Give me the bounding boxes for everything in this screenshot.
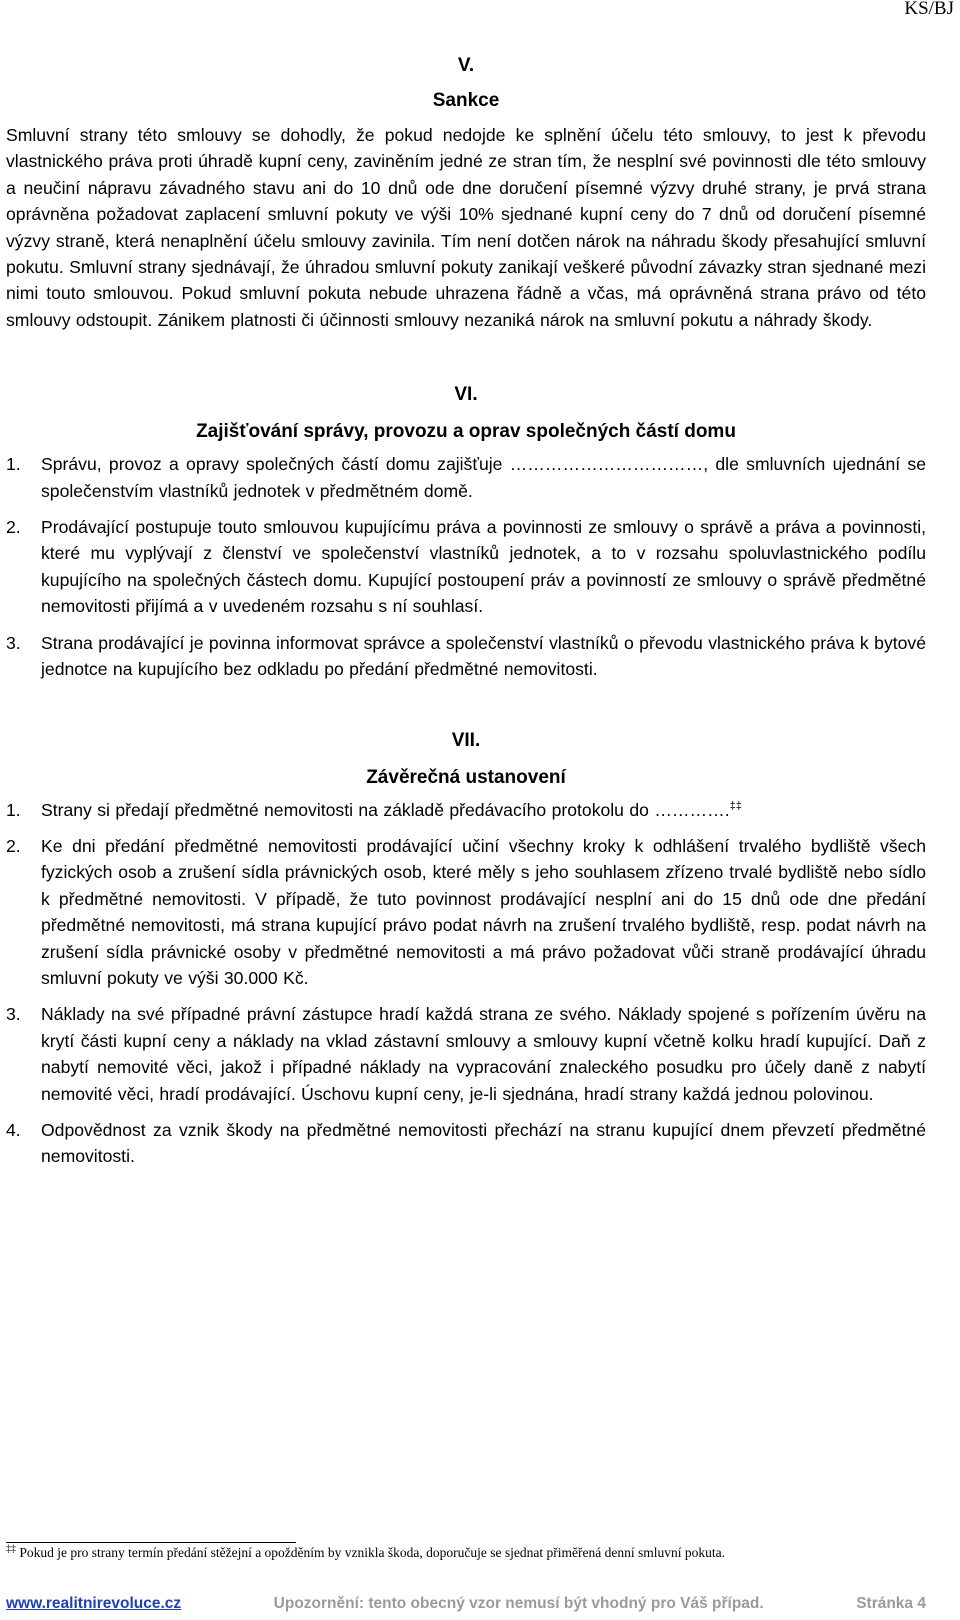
list-item-text: Prodávající postupuje touto smlouvou kupujícímu práva a povinnosti ze smlouvy o správě a práva a povinnosti, které mu vyplývají z členství ve společenství vlastníků jednotek, a to v rozsahu spoluvlastnického podílu kupujícího na společných částech domu. Kupující postoupení práv a povinností ze smlouvy o správě předmětné nemovitosti přijímá a v uvedeném rozsahu s ní souhlasí.	[41, 517, 926, 617]
section-5-paragraph: Smluvní strany této smlouvy se dohodly, že pokud nedojde ke splnění účelu této smlouvy, to jest k převodu vlastnického práva proti úhradě kupní ceny, zaviněním jedné ze stran tím, že nesplní své povinnosti dle této smlouvy a neučiní nápravu závadného stavu ani do 10 dnů ode dne doručení písemné výzvy druhé strany, je prvá strana oprávněna požadovat zaplacení smluvní pokuty ve výši 10% sjednané kupní ceny do 7 dnů od doručení písemné výzvy straně, která nenaplnění účelu smlouvy zavinila. Tím není dotčen nárok na náhradu škody přesahující smluvní pokutu. Smluvní strany sjednávají, že úhradou smluvní pokuty zanikají veškeré původní závazky stran sjednané mezi nimi touto smlouvou. Pokud smluvní pokuta nebude uhrazena řádně a včas, má oprávněná strana právo od této smlouvy odstoupit. Zánikem platnosti či účinnosti smlouvy nezaniká nárok na smluvní pokutu a náhrady škody.	[6, 125, 926, 330]
section-7-title: Závěrečná ustanovení	[366, 766, 566, 788]
list-item	[6, 630, 926, 683]
list-item-number: 3.	[6, 1004, 21, 1025]
footer-website-link[interactable]: www.realitnirevoluce.cz	[6, 1595, 182, 1612]
document-initials: KS/BJ	[904, 0, 954, 19]
section-6-number: VI.	[454, 384, 478, 406]
list-item	[6, 1001, 926, 1107]
list-item-number: 2.	[6, 517, 21, 538]
footer-page-number: Stránka 4	[856, 1595, 926, 1612]
section-6-list	[6, 451, 926, 682]
page-footer	[6, 1595, 926, 1613]
list-item-number: 1.	[6, 454, 21, 475]
list-item-text: Strana prodávající je povinna informovat správce a společenství vlastníků o převodu vlastnického práva k bytové jednotce na kupujícího bez odkladu po předání předmětné nemovitosti.	[41, 632, 926, 680]
list-item-text-body: Strany si předají předmětné nemovitosti na základě předávacího protokolu do ………….	[41, 799, 730, 820]
footnote-divider	[6, 1542, 296, 1543]
list-item-text: Náklady na své případné právní zástupce hradí každá strana ze svého. Náklady spojené s pořízením úvěru na krytí části kupní ceny a náklady na vklad zástavní smlouvy a smlouvy kupní včetně kolku hradí kupující. Daň z nabytí nemovité věci, jakož i případné náklady na vypracování znaleckého posudku pro účely daně z nabytí nemovité věci, hradí prodávající. Úschovu kupní ceny, je-li sjednána, hradí strany každá jednou polovinou.	[41, 1004, 926, 1104]
footnote-mark: ‡‡	[6, 1543, 16, 1555]
section-7-number: VII.	[451, 729, 481, 751]
footnote-text: Pokud je pro strany termín předání stěžejní a opožděním by vznikla škoda, doporučuje se sjednat přiměřená denní smluvní pokuta.	[19, 1545, 725, 1560]
list-item	[6, 1117, 926, 1170]
list-item-number: 3.	[6, 632, 21, 653]
section-5-number: V.	[457, 55, 475, 76]
list-item	[6, 514, 926, 620]
section-7-list	[6, 797, 926, 1170]
footnote-reference[interactable]: ‡‡	[729, 799, 742, 812]
list-item-number: 4.	[6, 1119, 21, 1140]
list-item	[6, 797, 926, 823]
section-6-title: Zajišťování správy, provozu a oprav společných částí domu	[196, 421, 736, 443]
footnote	[6, 1544, 926, 1562]
list-item	[6, 833, 926, 991]
footer-notice: Upozornění: tento obecný vzor nemusí být vhodný pro Váš případ.	[273, 1595, 764, 1612]
list-item-text: Správu, provoz a opravy společných částí domu zajišťuje ……………………………, dle smluvních ujednání se společenstvím vlastníků jednotek v předmětném domě.	[41, 454, 926, 501]
list-item-text: Odpovědnost za vznik škody na předmětné nemovitosti přechází na stranu kupující dnem převzetí předmětné nemovitosti.	[41, 1119, 926, 1167]
document-page	[6, 52, 926, 1170]
list-item-text	[41, 797, 926, 823]
list-item-number: 2.	[6, 835, 21, 856]
section-5-title: Sankce	[432, 90, 500, 111]
list-item-text: Ke dni předání předmětné nemovitosti prodávající učiní všechny kroky k odhlášení trvalého bydliště všech fyzických osob a zrušení sídla právnických osob, které měly s jeho souhlasem zřízeno trvalé bydliště nebo sídlo k předmětné nemovitosti. V případě, že tuto povinnost prodávající nesplní ani do 15 dnů ode dne předání předmětné nemovitosti, má strana kupující právo podat návrh na zrušení trvalého bydliště, resp. podat návrh na zrušení sídla právnické osoby v předmětné nemovitosti a má právo požadovat vůči straně prodávající úhradu smluvní pokuty ve výši 30.000 Kč.	[41, 835, 926, 988]
list-item-number: 1.	[6, 799, 21, 820]
list-item	[6, 451, 926, 504]
